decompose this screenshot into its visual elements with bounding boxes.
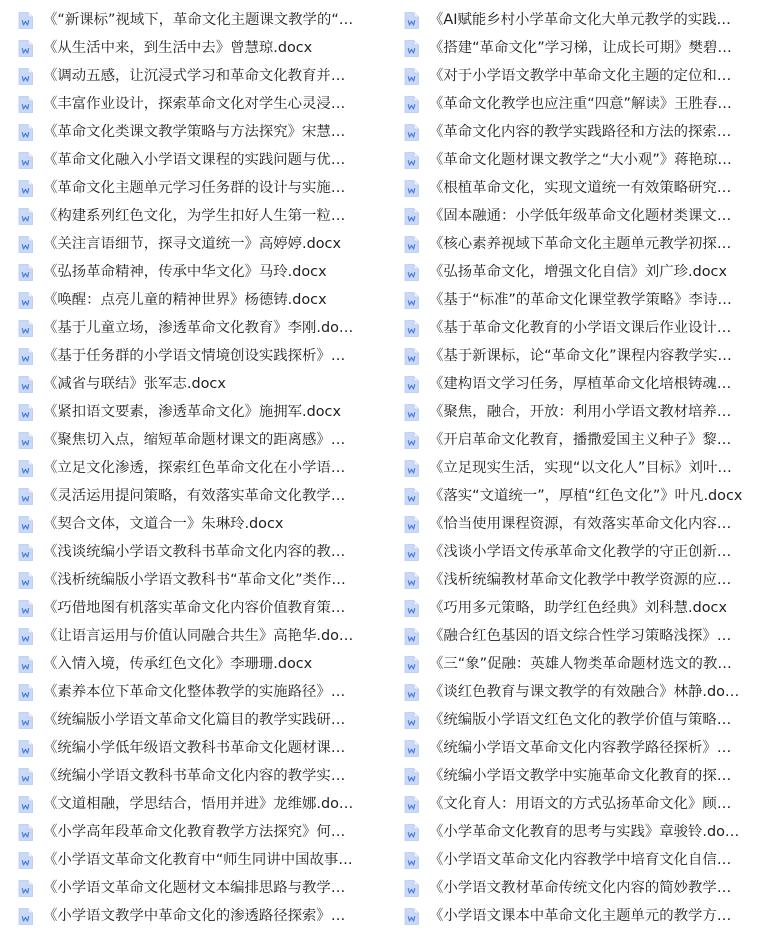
file-name: 《对于小学语文教学中革命文化主题的定位和… bbox=[429, 68, 732, 84]
file-item[interactable] bbox=[18, 426, 370, 454]
word-document-icon bbox=[404, 824, 419, 841]
file-item[interactable] bbox=[404, 482, 750, 510]
file-item[interactable] bbox=[18, 594, 370, 622]
word-document-icon bbox=[18, 712, 33, 729]
file-column-right bbox=[404, 6, 750, 930]
file-item[interactable] bbox=[404, 454, 750, 482]
word-document-icon bbox=[18, 12, 33, 29]
file-item[interactable] bbox=[18, 34, 370, 62]
file-name: 《三“象”促融：英雄人物类革命题材选文的教… bbox=[429, 656, 732, 672]
file-name: 《落实“文道统一”，厚植“红色文化”》叶凡.docx bbox=[429, 488, 743, 504]
file-item[interactable] bbox=[18, 818, 370, 846]
word-document-icon bbox=[404, 348, 419, 365]
file-item[interactable] bbox=[18, 902, 370, 930]
file-item[interactable] bbox=[404, 146, 750, 174]
file-name: 《从生活中来，到生活中去》曾慧琼.docx bbox=[43, 40, 313, 56]
file-name: 《弘扬革命精神，传承中华文化》马玲.docx bbox=[43, 264, 327, 280]
file-name: 《小学语文教材革命传统文化内容的简妙教学… bbox=[429, 880, 732, 896]
file-item[interactable] bbox=[404, 118, 750, 146]
file-name: 《文道相融，学思结合，悟用并进》龙维娜.do… bbox=[43, 796, 354, 812]
word-document-icon bbox=[404, 880, 419, 897]
word-document-icon bbox=[18, 768, 33, 785]
file-name: 《革命文化类课文教学策略与方法探究》宋慧… bbox=[43, 124, 346, 140]
word-document-icon bbox=[18, 208, 33, 225]
file-name: 《浅谈统编小学语文教科书革命文化内容的教… bbox=[43, 544, 346, 560]
file-item[interactable] bbox=[18, 510, 370, 538]
word-document-icon bbox=[404, 460, 419, 477]
word-document-icon bbox=[18, 460, 33, 477]
word-document-icon bbox=[404, 152, 419, 169]
word-document-icon bbox=[404, 572, 419, 589]
file-name: 《浅谈小学语文传承革命文化教学的守正创新… bbox=[429, 544, 732, 560]
file-item[interactable] bbox=[404, 706, 750, 734]
file-name: 《巧用多元策略，助学红色经典》刘科慧.docx bbox=[429, 600, 727, 616]
word-document-icon bbox=[404, 796, 419, 813]
file-item[interactable] bbox=[18, 398, 370, 426]
file-name: 《丰富作业设计，探索革命文化对学生心灵浸… bbox=[43, 96, 346, 112]
word-document-icon bbox=[18, 656, 33, 673]
word-document-icon bbox=[404, 516, 419, 533]
file-name: 《核心素养视域下革命文化主题单元教学初探… bbox=[429, 236, 732, 252]
word-document-icon bbox=[18, 96, 33, 113]
word-document-icon bbox=[18, 600, 33, 617]
word-document-icon bbox=[18, 852, 33, 869]
file-name: 《统编版小学语文红色文化的教学价值与策略… bbox=[429, 712, 732, 728]
word-document-icon bbox=[18, 68, 33, 85]
word-document-icon bbox=[404, 628, 419, 645]
file-name: 《“新课标”视域下，革命文化主题课文教学的“… bbox=[43, 12, 354, 28]
file-item[interactable] bbox=[18, 286, 370, 314]
word-document-icon bbox=[404, 96, 419, 113]
file-name: 《立足现实生活，实现“以文化人”目标》刘叶… bbox=[429, 460, 732, 476]
word-document-icon bbox=[404, 320, 419, 337]
file-item[interactable] bbox=[18, 622, 370, 650]
file-item[interactable] bbox=[404, 566, 750, 594]
file-name: 《小学语文革命文化题材文本编排思路与教学… bbox=[43, 880, 346, 896]
file-item[interactable] bbox=[404, 594, 750, 622]
word-document-icon bbox=[404, 488, 419, 505]
file-item[interactable] bbox=[404, 398, 750, 426]
file-item[interactable] bbox=[404, 62, 750, 90]
file-name: 《统编小学语文教科书革命文化内容的教学实… bbox=[43, 768, 346, 784]
file-item[interactable] bbox=[404, 258, 750, 286]
file-item[interactable] bbox=[404, 818, 750, 846]
file-name: 《浅析统编教材革命文化教学中教学资源的应… bbox=[429, 572, 732, 588]
file-item[interactable] bbox=[18, 678, 370, 706]
word-document-icon bbox=[18, 40, 33, 57]
file-name: 《开启革命文化教育，播撒爱国主义种子》黎… bbox=[429, 432, 732, 448]
word-document-icon bbox=[18, 264, 33, 281]
word-document-icon bbox=[404, 712, 419, 729]
file-item[interactable] bbox=[404, 762, 750, 790]
word-document-icon bbox=[404, 656, 419, 673]
file-item[interactable] bbox=[404, 650, 750, 678]
word-document-icon bbox=[18, 236, 33, 253]
file-item[interactable] bbox=[18, 762, 370, 790]
word-document-icon bbox=[404, 544, 419, 561]
word-document-icon bbox=[18, 348, 33, 365]
word-document-icon bbox=[404, 124, 419, 141]
file-name: 《小学语文革命文化内容教学中培育文化自信… bbox=[429, 852, 732, 868]
file-item[interactable] bbox=[18, 174, 370, 202]
file-name: 《浅析统编版小学语文教科书“革命文化”类作… bbox=[43, 572, 346, 588]
file-item[interactable] bbox=[18, 874, 370, 902]
word-document-icon bbox=[18, 796, 33, 813]
file-name: 《入情入境，传承红色文化》李珊珊.docx bbox=[43, 656, 313, 672]
word-document-icon bbox=[404, 768, 419, 785]
file-item[interactable] bbox=[18, 202, 370, 230]
file-name: 《立足文化渗透，探索红色革命文化在小学语… bbox=[43, 460, 346, 476]
word-document-icon bbox=[18, 824, 33, 841]
file-item[interactable] bbox=[18, 258, 370, 286]
file-item[interactable] bbox=[18, 650, 370, 678]
file-name: 《革命文化题材课文教学之“大小观”》蒋艳琼… bbox=[429, 152, 732, 168]
word-document-icon bbox=[404, 208, 419, 225]
file-name: 《唤醒：点亮儿童的精神世界》杨德铸.docx bbox=[43, 292, 327, 308]
file-name: 《小学语文教学中革命文化的渗透路径探索》… bbox=[43, 908, 346, 924]
file-column-left bbox=[18, 6, 370, 930]
word-document-icon bbox=[404, 684, 419, 701]
word-document-icon bbox=[18, 516, 33, 533]
file-name: 《素养本位下革命文化整体教学的实施路径》… bbox=[43, 684, 346, 700]
file-name: 《弘扬革命文化，增强文化自信》刘广珍.docx bbox=[429, 264, 727, 280]
file-item[interactable] bbox=[404, 874, 750, 902]
file-item[interactable] bbox=[404, 6, 750, 34]
file-name: 《统编版小学语文革命文化篇目的教学实践研… bbox=[43, 712, 346, 728]
word-document-icon bbox=[404, 264, 419, 281]
file-item[interactable] bbox=[404, 314, 750, 342]
file-item[interactable] bbox=[18, 790, 370, 818]
file-item[interactable] bbox=[18, 706, 370, 734]
file-name: 《小学语文革命文化教育中“师生同讲中国故事… bbox=[43, 852, 353, 868]
file-name: 《革命文化主题单元学习任务群的设计与实施… bbox=[43, 180, 346, 196]
file-name: 《恰当使用课程资源，有效落实革命文化内容… bbox=[429, 516, 732, 532]
file-name: 《搭建“革命文化”学习梯，让成长可期》樊碧… bbox=[429, 40, 732, 56]
word-document-icon bbox=[18, 740, 33, 757]
file-name: 《聚焦，融合，开放：利用小学语文教材培养… bbox=[429, 404, 732, 420]
file-name: 《构建系列红色文化，为学生扣好人生第一粒… bbox=[43, 208, 346, 224]
file-item[interactable] bbox=[18, 146, 370, 174]
file-name: 《基于任务群的小学语文情境创设实践探析》… bbox=[43, 348, 346, 364]
file-item[interactable] bbox=[404, 230, 750, 258]
file-name: 《AI赋能乡村小学革命文化大单元教学的实践… bbox=[429, 12, 731, 28]
word-document-icon bbox=[404, 292, 419, 309]
word-document-icon bbox=[404, 376, 419, 393]
word-document-icon bbox=[18, 880, 33, 897]
file-name: 《基于新课标，论“革命文化”课程内容教学实… bbox=[429, 348, 732, 364]
file-name: 《灵活运用提问策略，有效落实革命文化教学… bbox=[43, 488, 346, 504]
word-document-icon bbox=[404, 600, 419, 617]
word-document-icon bbox=[18, 628, 33, 645]
file-name: 《革命文化教学也应注重“四意”解读》王胜春… bbox=[429, 96, 732, 112]
file-item[interactable] bbox=[18, 454, 370, 482]
file-name: 《基于儿童立场，渗透革命文化教育》李刚.do… bbox=[43, 320, 354, 336]
file-item[interactable] bbox=[404, 622, 750, 650]
file-item[interactable] bbox=[404, 90, 750, 118]
file-item[interactable] bbox=[18, 342, 370, 370]
file-name: 《谈红色教育与课文教学的有效融合》林静.do… bbox=[429, 684, 740, 700]
file-name: 《让语言运用与价值认同融合共生》高艳华.do… bbox=[43, 628, 354, 644]
file-item[interactable] bbox=[18, 370, 370, 398]
file-name: 《聚焦切入点，缩短革命题材课文的距离感》… bbox=[43, 432, 346, 448]
file-name: 《统编小学语文革命文化内容教学路径探析》… bbox=[429, 740, 732, 756]
file-item[interactable] bbox=[404, 34, 750, 62]
file-name: 《减省与联结》张军志.docx bbox=[43, 376, 226, 392]
word-document-icon bbox=[404, 432, 419, 449]
word-document-icon bbox=[404, 236, 419, 253]
word-document-icon bbox=[18, 180, 33, 197]
word-document-icon bbox=[18, 908, 33, 925]
file-item[interactable] bbox=[404, 846, 750, 874]
file-name: 《小学语文课本中革命文化主题单元的教学方… bbox=[429, 908, 732, 924]
file-name: 《巧借地图有机落实革命文化内容价值教育策… bbox=[43, 600, 346, 616]
file-name: 《小学高年段革命文化教育教学方法探究》何… bbox=[43, 824, 346, 840]
file-name: 《关注言语细节，探寻文道统一》高婷婷.docx bbox=[43, 236, 341, 252]
word-document-icon bbox=[404, 40, 419, 57]
file-item[interactable] bbox=[404, 370, 750, 398]
file-item[interactable] bbox=[18, 62, 370, 90]
file-name: 《小学革命文化教育的思考与实践》章骏铃.do… bbox=[429, 824, 740, 840]
file-name: 《契合文体，文道合一》朱琳玲.docx bbox=[43, 516, 284, 532]
file-item[interactable] bbox=[404, 286, 750, 314]
word-document-icon bbox=[18, 684, 33, 701]
file-item[interactable] bbox=[18, 314, 370, 342]
word-document-icon bbox=[18, 404, 33, 421]
file-item[interactable] bbox=[404, 538, 750, 566]
file-item[interactable] bbox=[404, 426, 750, 454]
file-item[interactable] bbox=[404, 510, 750, 538]
file-item[interactable] bbox=[18, 482, 370, 510]
file-item[interactable] bbox=[404, 902, 750, 930]
word-document-icon bbox=[18, 320, 33, 337]
word-document-icon bbox=[18, 124, 33, 141]
file-item[interactable] bbox=[404, 678, 750, 706]
file-item[interactable] bbox=[18, 538, 370, 566]
file-item[interactable] bbox=[404, 734, 750, 762]
word-document-icon bbox=[404, 12, 419, 29]
file-name: 《基于革命文化教育的小学语文课后作业设计… bbox=[429, 320, 732, 336]
file-name: 《文化育人：用语文的方式弘扬革命文化》顾… bbox=[429, 796, 732, 812]
file-item[interactable] bbox=[404, 202, 750, 230]
file-name: 《统编小学语文教学中实施革命文化教育的探… bbox=[429, 768, 732, 784]
word-document-icon bbox=[18, 292, 33, 309]
file-item[interactable] bbox=[18, 6, 370, 34]
file-name: 《固本融通：小学低年级革命文化题材类课文… bbox=[429, 208, 732, 224]
file-name: 《革命文化融入小学语文课程的实践问题与优… bbox=[43, 152, 346, 168]
word-document-icon bbox=[404, 740, 419, 757]
word-document-icon bbox=[18, 572, 33, 589]
file-name: 《根植革命文化，实现文道统一有效策略研究… bbox=[429, 180, 732, 196]
word-document-icon bbox=[404, 852, 419, 869]
word-document-icon bbox=[404, 404, 419, 421]
file-item[interactable] bbox=[18, 230, 370, 258]
file-name: 《建构语文学习任务，厚植革命文化培根铸魂… bbox=[429, 376, 732, 392]
file-item[interactable] bbox=[404, 342, 750, 370]
file-item[interactable] bbox=[18, 846, 370, 874]
file-item[interactable] bbox=[404, 790, 750, 818]
word-document-icon bbox=[404, 68, 419, 85]
file-name: 《紧扣语文要素，渗透革命文化》施拥军.docx bbox=[43, 404, 341, 420]
file-item[interactable] bbox=[18, 118, 370, 146]
word-document-icon bbox=[18, 488, 33, 505]
word-document-icon bbox=[18, 544, 33, 561]
file-item[interactable] bbox=[18, 90, 370, 118]
file-item[interactable] bbox=[404, 174, 750, 202]
file-name: 《统编小学低年级语文教科书革命文化题材课… bbox=[43, 740, 346, 756]
file-name: 《调动五感，让沉浸式学习和革命文化教育并… bbox=[43, 68, 346, 84]
file-name: 《融合红色基因的语文综合性学习策略浅探》… bbox=[429, 628, 732, 644]
word-document-icon bbox=[404, 180, 419, 197]
word-document-icon bbox=[18, 432, 33, 449]
word-document-icon bbox=[18, 152, 33, 169]
word-document-icon bbox=[18, 376, 33, 393]
file-item[interactable] bbox=[18, 734, 370, 762]
file-item[interactable] bbox=[18, 566, 370, 594]
word-document-icon bbox=[404, 908, 419, 925]
file-name: 《革命文化内容的教学实践路径和方法的探索… bbox=[429, 124, 732, 140]
file-name: 《基于“标准”的革命文化课堂教学策略》李诗… bbox=[429, 292, 732, 308]
